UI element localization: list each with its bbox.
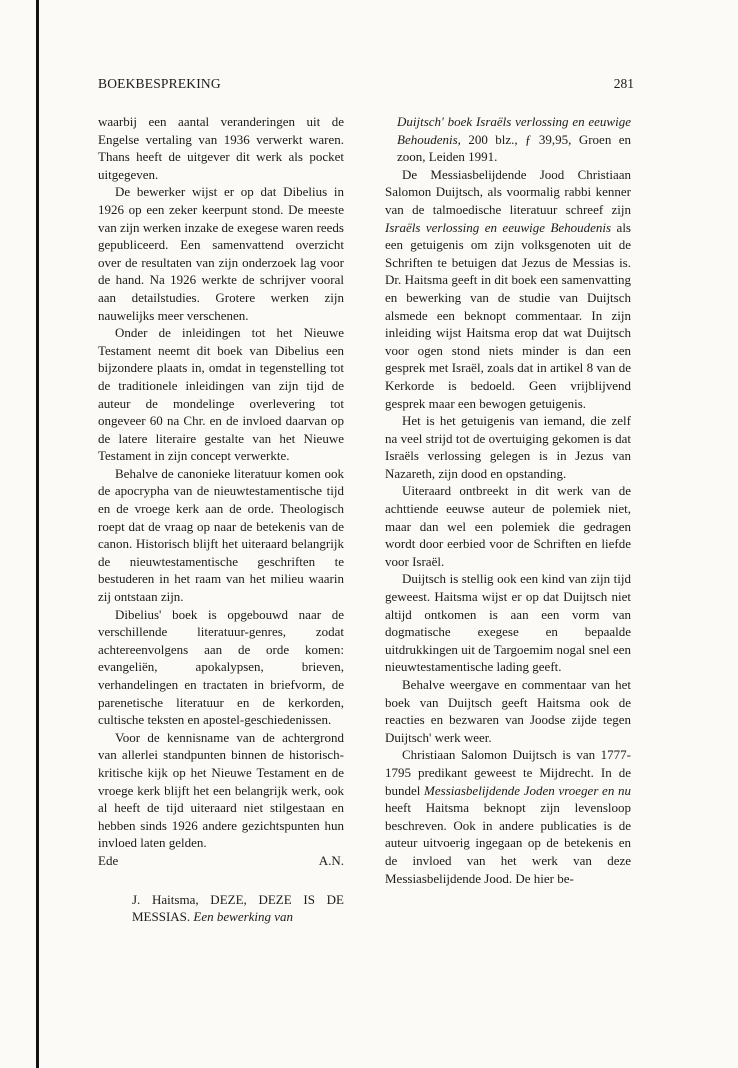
reviewer-initials: A.N. bbox=[318, 852, 344, 868]
page-number: 281 bbox=[613, 76, 634, 91]
paragraph: Dibelius' boek is opgebouwd naar de verschillende literatuur-genres, zodat achtereenvolgens aan de orde komen: evangeliën, apokalypsen, brieven, verhandelingen en tractaten in briefvorm, de parenetische literatuur en de kerkorden, cultische teksten en apostel-geschiedenissen. bbox=[98, 606, 344, 728]
book-author-title: J. Haitsma, DEZE, DEZE IS DE MESSIAS. bbox=[132, 891, 344, 925]
left-column bbox=[98, 113, 344, 926]
review-signature bbox=[98, 852, 344, 870]
paragraph: Het is het getuigenis van iemand, die zelf na veel strijd tot de overtuiging gekomen is dat Israëls verlossing gelegen is in Jezus van Nazareth, zijn dood en opstanding. bbox=[385, 413, 631, 481]
paragraph: De Messiasbelijdende Jood Christiaan Salomon Duijtsch, als voormalig rabbi kenner van de talmoedische literatuur schreef zijn Israëls verlossing en eeuwige Behoudenis als een getuigenis om zijn volksgenoten uit de Schriften te betuigen dat Jezus de Messias is. Dr. Haitsma geeft in dit boek een samenvatting en bewerking van de studie van Duijtsch alsmede een beknopt commentaar. In zijn inleiding wijst Haitsma erop dat wat Duijtsch voor ogen stond niets minder is dan een gesprek met Israël, zoals dat in artikel 8 van de Kerkorde is bedoeld. Geen vrijblijvend gesprek maar een bewogen getuigenis. bbox=[385, 166, 631, 411]
paragraph: Duijtsch is stellig ook een kind van zijn tijd geweest. Haitsma wijst er op dat Duijtsch niet altijd ontkomen is aan een vorm van dogmatische exegese en bepaalde uitdrukkingen uit de Targoemim nogal snel een nieuwtestamentische lading geeft. bbox=[385, 571, 631, 675]
place: Ede bbox=[98, 852, 119, 868]
book-subtitle: Een bewerking van bbox=[193, 909, 294, 925]
book-title: Messiasbelijdende Joden vroeger en nu bbox=[424, 782, 631, 798]
running-head: BOEKBESPREKING bbox=[98, 76, 221, 91]
binding-edge bbox=[36, 0, 39, 1068]
paragraph: Uiteraard ontbreekt in dit werk van de achttiende eeuwse auteur de polemiek niet, maar dan wel een polemiek die gedragen wordt door eerbied voor de Schriften en liefde voor Israël. bbox=[385, 483, 631, 569]
paragraph: Onder de inleidingen tot het Nieuwe Testament neemt dit boek van Dibelius een bijzondere plaats in, omdat in tegenstelling tot de traditionele inleidingen van zijn tijd de auteur de mondelinge overlevering tot ongeveer 60 na Chr. en de invloed daarvan op de latere literaire gestalte van het Nieuwe Testament in zijn concept verwerkte. bbox=[98, 325, 344, 464]
bibliographic-entry-continued bbox=[385, 113, 631, 166]
paragraph: De bewerker wijst er op dat Dibelius in 1926 op een zeker keerpunt stond. De meeste van zijn werken inzake de exegese waren reeds gepubliceerd. Een samenvattend overzicht over de resultaten van zijn onderzoek lag voor de hand. Na 1926 werkte de schrijver vooral aan detailstudies. Grotere werken zijn nauwelijks meer verschenen. bbox=[98, 184, 344, 323]
paragraph: Christiaan Salomon Duijtsch is van 1777-1795 predikant geweest te Mijdrecht. In de bundel Messiasbelijdende Joden vroeger en nu heeft Haitsma beknopt zijn levensloop beschreven. Ook in andere publicaties is de auteur uitvoerig ingegaan op de betekenis en de invloed van het werk van deze Messiasbelijdende Jood. De hier be- bbox=[385, 747, 631, 886]
paragraph: Voor de kennisname van de achtergrond van allerlei standpunten binnen de historisch-kritische kijk op het Nieuwe Testament en de vroege kerk blijft het een belangrijk werk, ook al heeft de tijd uiteraard niet stilgestaan en hebben sinds 1926 andere gezichtspunten hun invloed laten gelden. bbox=[98, 729, 344, 851]
right-column bbox=[385, 113, 631, 887]
book-title: Israëls verlossing en eeuwige Behoudenis bbox=[385, 219, 617, 235]
paragraph: Behalve weergave en commentaar van het boek van Duijtsch geeft Haitsma ook de reacties en bezwaren van Joodse zijde tegen Duijtsch' werk weer. bbox=[385, 677, 631, 745]
paragraph: Behalve de canonieke literatuur komen ook de apocrypha van de nieuwtestamentische tijd en de vroege kerk aan de orde. Theologisch roept dat de vraag op naar de betekenis van de canon. Historisch blijft het uiteraard belangrijk de nieuwtestamentische geschriften te bestuderen in het raam van het milieu waarin zij ontstaan zijn. bbox=[98, 465, 344, 605]
bibliographic-entry bbox=[98, 891, 344, 926]
paragraph: waarbij een aantal veranderingen uit de Engelse vertaling van 1936 verwerkt waren. Thans heeft de uitgever dit werk als pocket uitgegeven. bbox=[98, 114, 344, 182]
book-subtitle: Duijtsch' boek Israëls verlossing en eeuwige Behoudenis, bbox=[397, 114, 631, 147]
book-details: 200 blz., ƒ 39,95, Groen en zoon, Leiden 1991. bbox=[397, 131, 631, 165]
